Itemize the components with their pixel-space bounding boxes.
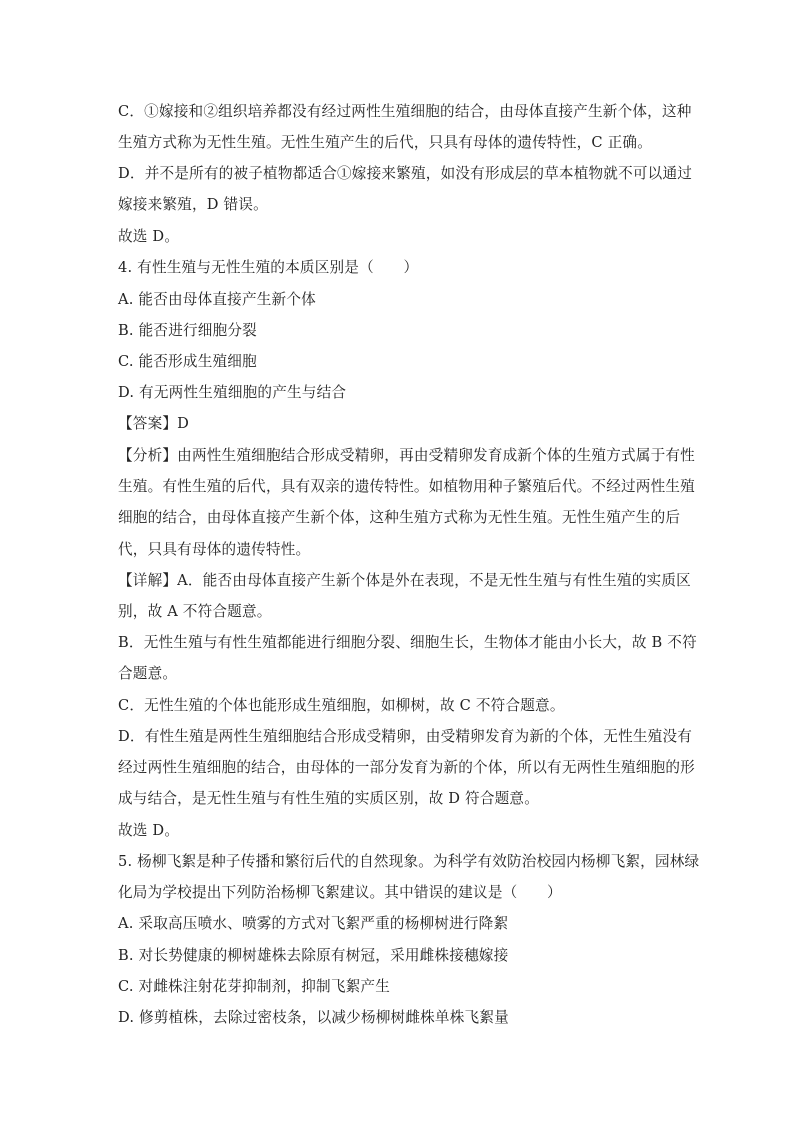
text-line: 故选 D。 xyxy=(118,228,180,245)
text-line: D．并不是所有的被子植物都适合①嫁接来繁殖，如没有形成层的草本植物就不可以通过 xyxy=(118,165,693,182)
analysis-line: 代，只具有母体的遗传特性。 xyxy=(118,541,311,558)
question-5-option-d: D. 修剪植株，去除过密枝条，以减少杨柳树雌株单株飞絮量 xyxy=(118,1009,509,1026)
text-line: C．①嫁接和②组织培养都没有经过两性生殖细胞的结合，由母体直接产生新个体，这种 xyxy=(118,103,692,120)
text-line: 嫁接来繁殖，D 错误。 xyxy=(118,196,268,213)
text-line: 生殖方式称为无性生殖。无性生殖产生的后代，只具有母体的遗传特性，C 正确。 xyxy=(118,134,652,151)
question-5-stem: 5. 杨柳飞絮是种子传播和繁衍后代的自然现象。为科学有效防治校园内杨柳飞絮，园林绿 xyxy=(118,853,700,870)
question-4-option-c: C. 能否形成生殖细胞 xyxy=(118,353,257,370)
explanation-line: 合题意。 xyxy=(118,665,178,682)
text-line: 故选 D。 xyxy=(118,822,180,839)
explanation-line: 别，故 A 不符合题意。 xyxy=(118,603,272,620)
explanation-line: 经过两性生殖细胞的结合，由母体的一部分发育为新的个体，所以有无两性生殖细胞的形 xyxy=(118,759,695,776)
explanation-line: B．无性生殖与有性生殖都能进行细胞分裂、细胞生长，生物体才能由小长大，故 B 不符 xyxy=(118,634,697,651)
question-4-option-b: B. 能否进行细胞分裂 xyxy=(118,322,257,339)
question-4-stem: 4. 有性生殖与无性生殖的本质区别是（ ） xyxy=(118,259,419,276)
question-5-stem: 化局为学校提出下列防治杨柳飞絮建议。其中错误的建议是（ ） xyxy=(118,884,562,901)
answer-label: 【答案】D xyxy=(118,415,190,432)
question-5-option-b: B. 对长势健康的柳树雄株去除原有树冠，采用雌株接穗嫁接 xyxy=(118,947,509,964)
analysis-line: 【分析】由两性生殖细胞结合形成受精卵，再由受精卵发育成新个体的生殖方式属于有性 xyxy=(118,447,695,464)
question-5-option-c: C. 对雌株注射花芽抑制剂，抑制飞絮产生 xyxy=(118,978,391,995)
explanation-line: 【详解】A．能否由母体直接产生新个体是外在表现，不是无性生殖与有性生殖的实质区 xyxy=(118,572,691,589)
explanation-line: D．有性生殖是两性生殖细胞结合形成受精卵，由受精卵发育为新的个体，无性生殖没有 xyxy=(118,728,693,745)
explanation-line: 成与结合，是无性生殖与有性生殖的实质区别，故 D 符合题意。 xyxy=(118,790,540,807)
question-5-option-a: A. 采取高压喷水、喷雾的方式对飞絮严重的杨柳树进行降絮 xyxy=(118,915,509,932)
question-4-option-d: D. 有无两性生殖细胞的产生与结合 xyxy=(118,384,347,401)
analysis-line: 生殖。有性生殖的后代，具有双亲的遗传特性。如植物用种子繁殖后代。不经过两性生殖 xyxy=(118,478,695,495)
analysis-line: 细胞的结合，由母体直接产生新个体，这种生殖方式称为无性生殖。无性生殖产生的后 xyxy=(118,509,681,526)
explanation-line: C．无性生殖的个体也能形成生殖细胞，如柳树，故 C 不符合题意。 xyxy=(118,697,565,714)
question-4-option-a: A. 能否由母体直接产生新个体 xyxy=(118,291,316,308)
